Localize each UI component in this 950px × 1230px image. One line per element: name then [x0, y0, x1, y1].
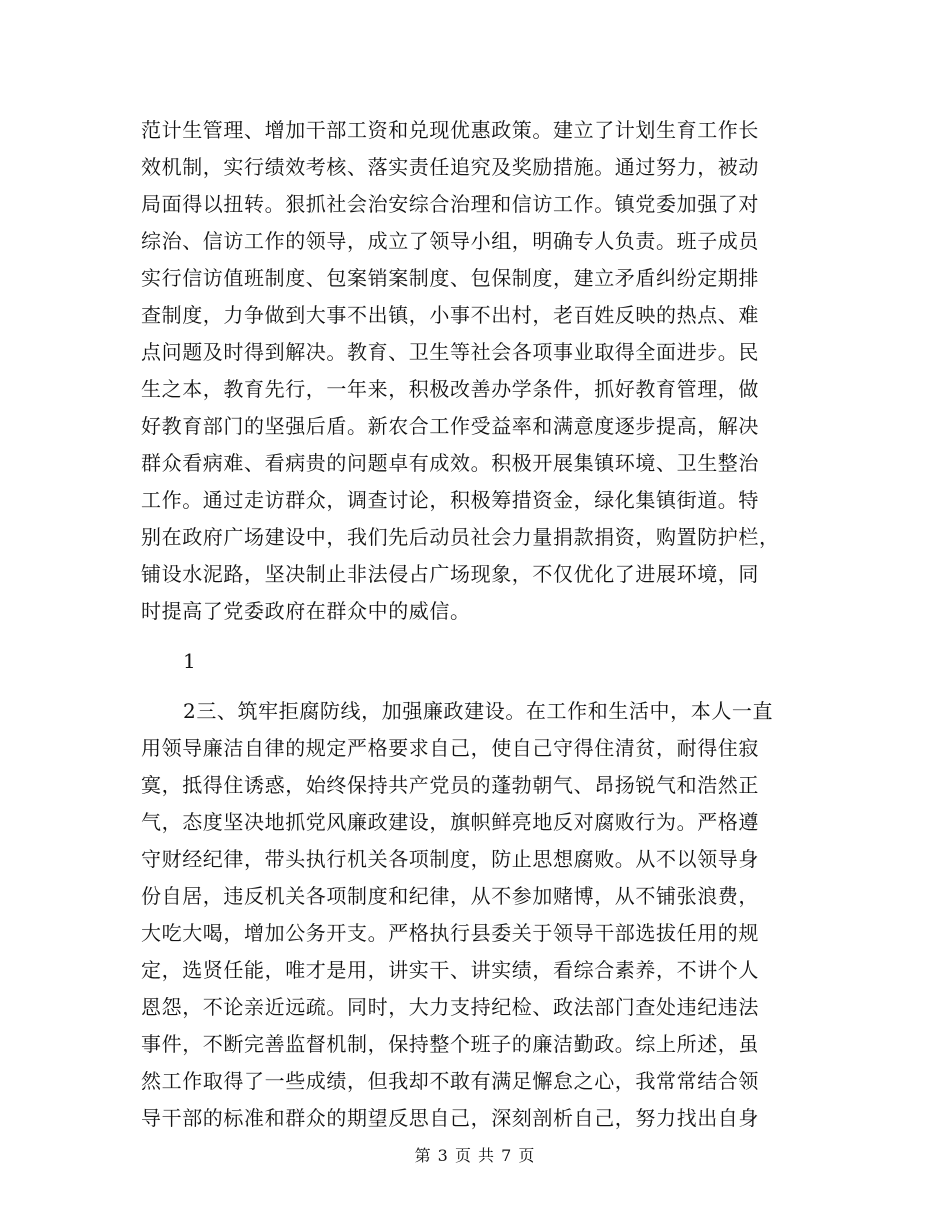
- text-line: 份自居，违反机关各项制度和纪律，从不参加赌博，从不铺张浪费，: [141, 884, 759, 908]
- text-line: 守财经纪律，带头执行机关各项制度，防止思想腐败。从不以领导身: [141, 847, 759, 871]
- text-line: 工作。通过走访群众，调查讨论，积极筹措资金，绿化集镇街道。特: [141, 488, 759, 512]
- text-line: 大吃大喝，增加公务开支。严格执行县委关于领导干部选拔任用的规: [141, 921, 759, 945]
- text-line: 然工作取得了一些成绩，但我却不敢有满足懈怠之心，我常常结合领: [141, 1069, 759, 1093]
- text-line: 综治、信访工作的领导，成立了领导小组，明确专人负责。班子成员: [141, 229, 759, 253]
- text-line: 导干部的标准和群众的期望反思自己，深刻剖析自己，努力找出自身: [141, 1106, 759, 1130]
- page-number-label: 第 3 页 共 7 页: [414, 1146, 536, 1165]
- page-footer: [0, 1143, 950, 1166]
- text-line: 好教育部门的坚强后盾。新农合工作受益率和满意度逐步提高，解决: [141, 414, 759, 438]
- paragraph-1: [141, 112, 821, 630]
- text-line: 群众看病难、看病贵的问题卓有成效。积极开展集镇环境、卫生整治: [141, 451, 759, 475]
- text-line: 定，选贤任能，唯才是用，讲实干、讲实绩，看综合素养，不讲个人: [141, 958, 759, 982]
- text-line: 2三、筑牢拒腐防线，加强廉政建设。在工作和生活中，本人一直: [183, 699, 774, 723]
- body-text: [141, 112, 821, 1137]
- text-line: 事件，不断完善监督机制，保持整个班子的廉洁勤政。综上所述，虽: [141, 1032, 759, 1056]
- text-line: 范计生管理、增加干部工资和兑现优惠政策。建立了计划生育工作长: [141, 118, 759, 142]
- text-line: 时提高了党委政府在群众中的威信。: [141, 599, 471, 623]
- text-line: 查制度，力争做到大事不出镇，小事不出村，老百姓反映的热点、难: [141, 303, 759, 327]
- text-line: 用领导廉洁自律的规定严格要求自己，使自己守得住清贫，耐得住寂: [141, 736, 759, 760]
- text-line: 实行信访值班制度、包案销案制度、包保制度，建立矛盾纠纷定期排: [141, 266, 759, 290]
- text-line: 效机制，实行绩效考核、落实责任追究及奖励措施。通过努力，被动: [141, 155, 759, 179]
- text-line: 气，态度坚决地抓党风廉政建设，旗帜鲜亮地反对腐败行为。严格遵: [141, 810, 759, 834]
- paragraph-2: [141, 693, 821, 1137]
- text-line: 恩怨，不论亲近远疏。同时，大力支持纪检、政法部门查处违纪违法: [141, 995, 759, 1019]
- text-line: 局面得以扭转。狠抓社会治安综合治理和信访工作。镇党委加强了对: [141, 192, 759, 216]
- footnote-marker: 1: [183, 649, 197, 673]
- text-line: 铺设水泥路，坚决制止非法侵占广场现象，不仅优化了进展环境，同: [141, 562, 759, 586]
- text-line: 寞，抵得住诱惑，始终保持共产党员的蓬勃朝气、昂扬锐气和浩然正: [141, 773, 759, 797]
- text-line: 别在政府广场建设中，我们先后动员社会力量捐款捐资，购置防护栏，: [141, 525, 780, 549]
- text-line: 生之本，教育先行，一年来，积极改善办学条件，抓好教育管理，做: [141, 377, 759, 401]
- text-line: 点问题及时得到解决。教育、卫生等社会各项事业取得全面进步。民: [141, 340, 759, 364]
